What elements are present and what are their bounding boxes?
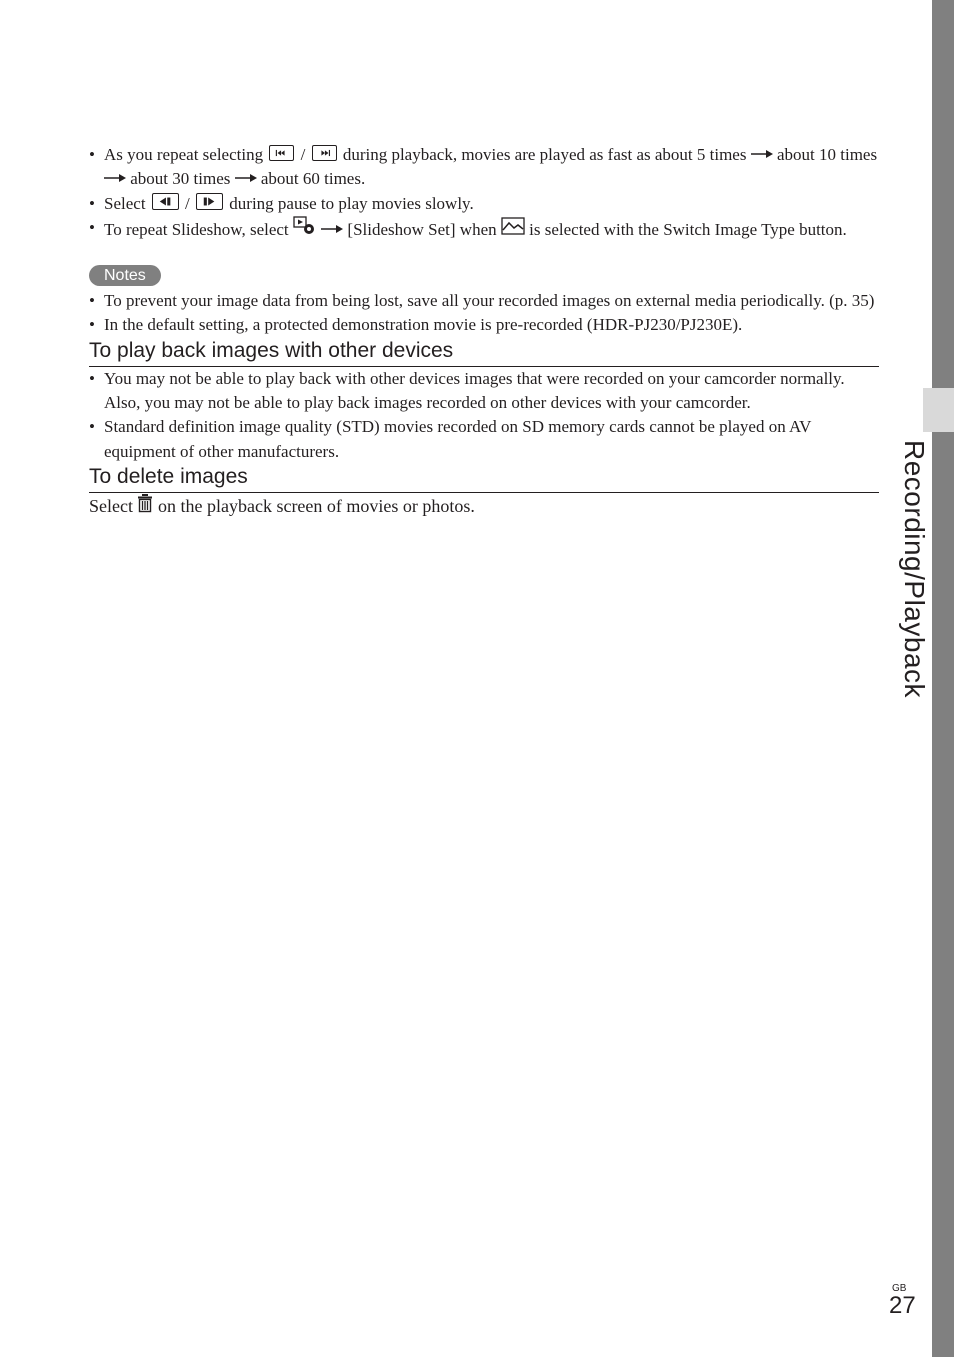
slow-forward-icon [196, 193, 223, 210]
photo-icon [501, 217, 525, 243]
text: about 60 times. [260, 169, 366, 189]
text: Select [104, 193, 146, 213]
side-bar [932, 0, 954, 1357]
section-heading-delete: To delete images [89, 464, 879, 493]
list-item: • You may not be able to play back with other devices images that were recorded on your camcorder normally. Also, you may not be able to play back images recorded on other devices with your camcorder. [89, 367, 879, 416]
right-arrow-icon [321, 224, 343, 234]
separator: / [185, 193, 190, 213]
text: To repeat Slideshow, select [104, 219, 289, 239]
text: Select [89, 495, 133, 516]
list-item: • Standard definition image quality (STD) movies recorded on SD memory cards cannot be played on AV equipment of other manufacturers. [89, 415, 879, 464]
right-arrow-icon [751, 149, 773, 159]
tips-list [89, 143, 879, 243]
text: during playback, movies are played as fast as about 5 times [342, 145, 747, 164]
text: about [776, 145, 815, 164]
list-item [89, 143, 879, 192]
fast-forward-button-icon [312, 145, 337, 161]
right-arrow-icon [104, 173, 126, 183]
trash-icon [137, 493, 153, 519]
list-item: • To prevent your image data from being lost, save all your recorded images on external media periodically. (p. 35) [89, 289, 879, 313]
notes-list [89, 289, 879, 338]
page-content [89, 143, 879, 519]
text: is selected with the Switch Image Type button. [529, 219, 847, 239]
section-heading-other-devices: To play back images with other devices [89, 338, 879, 367]
text: during pause to play movies slowly. [229, 193, 474, 213]
page-number: 27 [889, 1292, 916, 1319]
text: 10 times [819, 145, 878, 164]
text: As you repeat selecting [104, 145, 264, 164]
notes-badge: Notes [89, 265, 161, 286]
slideshow-settings-icon [293, 216, 317, 243]
other-devices-list [89, 367, 879, 464]
separator: / [300, 145, 306, 164]
delete-instruction [89, 493, 879, 519]
right-arrow-icon [235, 173, 257, 183]
text: [Slideshow Set] when [347, 219, 497, 239]
list-item: • In the default setting, a protected demonstration movie is pre-recorded (HDR-PJ230/PJ230E). [89, 313, 879, 337]
region-code: GB [892, 1283, 907, 1294]
rewind-button-icon [269, 145, 294, 161]
text: about 30 times [130, 169, 231, 189]
side-tab-marker [923, 388, 954, 432]
list-item [89, 216, 879, 243]
slow-reverse-icon [152, 193, 179, 210]
list-item [89, 192, 879, 216]
text: on the playback screen of movies or photos. [157, 495, 475, 516]
chapter-label: Recording/Playback [899, 440, 930, 699]
